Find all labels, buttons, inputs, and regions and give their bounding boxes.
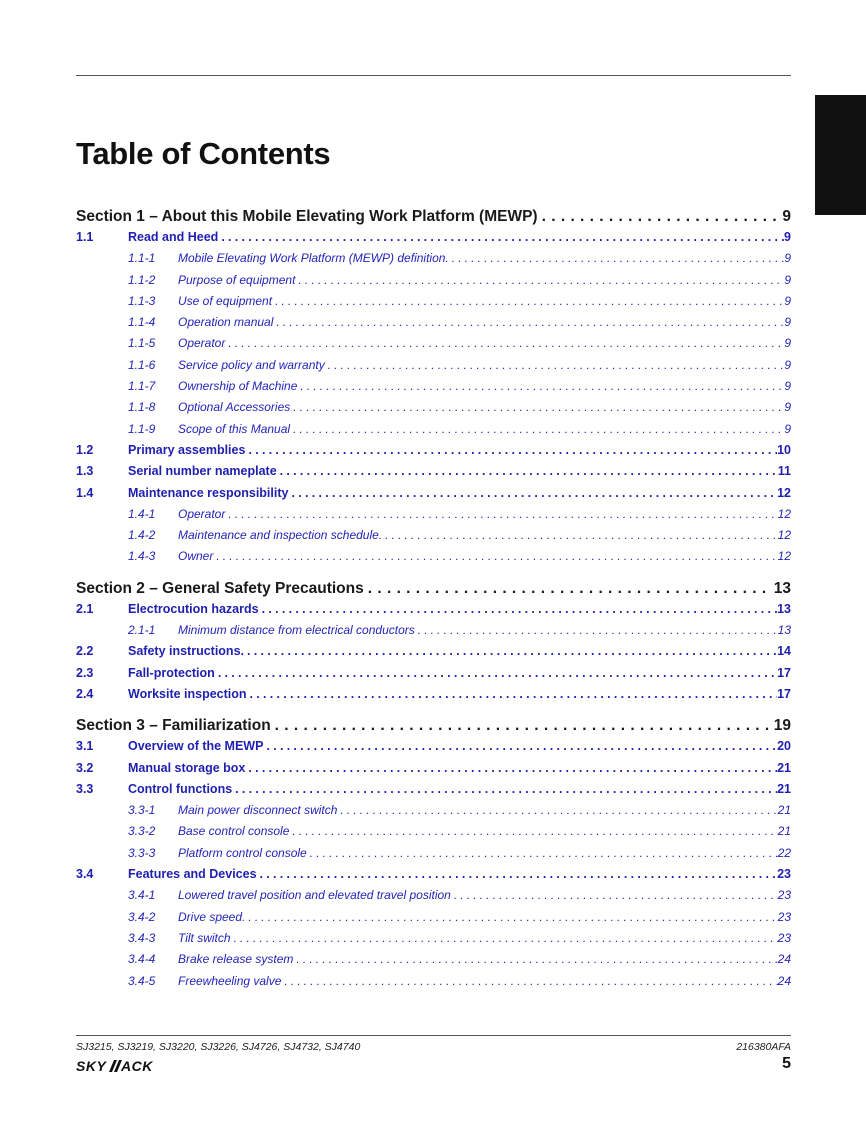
- toc-entry-title: Scope of this Manual: [178, 421, 291, 436]
- toc-entry-page: 19: [773, 717, 791, 735]
- toc-subsection-link[interactable]: [76, 227, 791, 248]
- dot-leader: [297, 376, 784, 397]
- toc-topic-link[interactable]: [76, 843, 791, 864]
- toc-entry-number: 1.1-3: [128, 293, 156, 308]
- toc-entry-number: 2.4: [76, 686, 94, 701]
- toc-entry-title: Safety instructions.: [128, 644, 244, 659]
- dot-leader: [271, 715, 772, 736]
- toc-entry-page: 21: [777, 760, 791, 775]
- toc-section-entry: [76, 206, 791, 227]
- toc-entry-title: Section 2 – General Safety Precautions: [76, 579, 364, 597]
- toc-entry-page: 9: [782, 208, 791, 225]
- toc-entry-title: Tilt switch: [178, 930, 231, 945]
- toc-entry-title: Mobile Elevating Work Platform (MEWP) definition.: [178, 251, 449, 266]
- toc-entry-title: Drive speed.: [178, 909, 246, 924]
- toc-entry-title: Worksite inspection: [128, 686, 247, 701]
- toc-topic-link[interactable]: [76, 270, 791, 291]
- toc-entry-page: 21: [777, 803, 791, 818]
- toc-entry-number: 3.3-3: [128, 845, 156, 860]
- toc-entry-title: Fall-protection: [128, 665, 215, 680]
- toc-entry-number: 1.1: [76, 230, 94, 244]
- dot-leader: [272, 291, 784, 312]
- toc-entry-page: 23: [777, 930, 791, 945]
- toc-topic-link[interactable]: [76, 821, 791, 842]
- page-title: Table of Contents: [76, 136, 331, 171]
- dot-leader: [259, 599, 778, 620]
- toc-entry-title: Section 1 – About this Mobile Elevating Work Platform (MEWP): [76, 208, 538, 225]
- toc-topic-link[interactable]: [76, 397, 791, 418]
- dot-leader: [277, 461, 778, 482]
- toc-entry-title: Control functions: [128, 781, 233, 796]
- toc-subsection-link[interactable]: [76, 641, 791, 662]
- toc-entry-number: 1.1-8: [128, 400, 156, 415]
- toc-entry-title: Platform control console: [178, 845, 307, 860]
- toc-entry-title: Section 3 – Familiarization: [76, 717, 271, 735]
- dot-leader: [289, 821, 777, 842]
- dot-leader: [247, 684, 778, 705]
- toc-entry-title: Maintenance and inspection schedule.: [178, 528, 383, 543]
- toc-entry-page: 9: [784, 230, 791, 244]
- toc-entry-title: Primary assemblies: [128, 442, 246, 457]
- dot-leader: [281, 971, 777, 992]
- toc-entry-number: 2.1: [76, 601, 94, 616]
- dot-leader: [232, 779, 777, 800]
- toc-entry-page: 12: [777, 528, 791, 543]
- toc-entry-title: Features and Devices: [128, 867, 257, 882]
- toc-entry-title: Read and Heed: [128, 230, 219, 244]
- toc-subsection-link[interactable]: [76, 736, 791, 757]
- toc-entry-page: 9: [784, 421, 791, 436]
- toc-entry-title: Freewheeling valve: [178, 973, 282, 988]
- toc-subsection-link[interactable]: [76, 483, 791, 504]
- toc-topic-link[interactable]: [76, 355, 791, 376]
- toc-entry-page: 17: [777, 686, 791, 701]
- toc-entry-title: Use of equipment: [178, 293, 273, 308]
- toc-entry-title: Electrocution hazards: [128, 601, 259, 616]
- toc-topic-link[interactable]: [76, 546, 791, 567]
- toc-entry-page: 22: [777, 845, 791, 860]
- toc-entry-page: 9: [784, 272, 791, 287]
- toc-entry-number: 1.1-7: [128, 379, 156, 394]
- dot-leader: [213, 546, 777, 567]
- toc-entry-page: 9: [784, 336, 791, 351]
- toc-entry-number: 3.2: [76, 760, 94, 775]
- toc-entry-title: Minimum distance from electrical conductors: [178, 623, 415, 638]
- toc-topic-link[interactable]: [76, 971, 791, 992]
- toc-topic-link[interactable]: [76, 504, 791, 525]
- dot-leader: [263, 736, 777, 757]
- toc-entry-number: 1.4-2: [128, 528, 156, 543]
- toc-section-entry: [76, 715, 791, 736]
- toc-entry-title: Operator: [178, 336, 226, 351]
- dot-leader: [538, 206, 781, 227]
- toc-entry-page: 21: [777, 781, 791, 796]
- toc-subsection-link[interactable]: [76, 663, 791, 684]
- dot-leader: [288, 483, 777, 504]
- toc-subsection-link[interactable]: [76, 684, 791, 705]
- toc-entry-number: 1.4-1: [128, 506, 156, 521]
- toc-entry-number: 3.4-5: [128, 973, 156, 988]
- toc-topic-link[interactable]: [76, 620, 791, 641]
- toc-subsection-link[interactable]: [76, 758, 791, 779]
- toc-entry-title: Operation manual: [178, 315, 274, 330]
- dot-leader: [245, 907, 777, 928]
- toc-entry-number: 3.4: [76, 867, 94, 882]
- toc-entry-title: Operator: [178, 506, 226, 521]
- dot-leader: [290, 397, 784, 418]
- footer-document-code: 216380AFA: [736, 1041, 791, 1053]
- toc-topic-link[interactable]: [76, 885, 791, 906]
- dot-leader: [325, 355, 785, 376]
- toc-entry-page: 13: [777, 623, 791, 638]
- toc-entry-page: 21: [777, 824, 791, 839]
- dot-leader: [273, 312, 784, 333]
- dot-leader: [451, 885, 778, 906]
- dot-leader: [449, 248, 785, 269]
- toc-entry-page: 20: [777, 739, 791, 754]
- toc-topic-link[interactable]: [76, 800, 791, 821]
- toc-section-entry: [76, 578, 791, 599]
- toc-entry-number: 3.4-2: [128, 909, 156, 924]
- toc-entry-page: 9: [784, 293, 791, 308]
- toc-entry-page: 24: [777, 952, 791, 967]
- toc-entry-number: 1.1-6: [128, 357, 156, 372]
- toc-entry-number: 1.1-1: [128, 251, 156, 266]
- toc-entry-number: 1.1-4: [128, 315, 156, 330]
- toc-topic-link[interactable]: [76, 376, 791, 397]
- toc-entry-number: 1.2: [76, 442, 94, 457]
- toc-entry-page: 9: [784, 400, 791, 415]
- toc-entry-title: Main power disconnect switch: [178, 803, 338, 818]
- dot-leader: [290, 419, 784, 440]
- dot-leader: [225, 333, 784, 354]
- svg-text:SKY: SKY: [76, 1058, 107, 1074]
- toc-entry-title: Service policy and warranty: [178, 357, 325, 372]
- toc-subsection-link[interactable]: [76, 461, 791, 482]
- toc-entry-title: Maintenance responsibility: [128, 485, 289, 500]
- toc-subsection-link[interactable]: [76, 864, 791, 885]
- toc-entry-number: 1.4-3: [128, 549, 156, 564]
- toc-entry-title: Ownership of Machine: [178, 379, 298, 394]
- dot-leader: [364, 578, 772, 599]
- toc-topic-link[interactable]: [76, 291, 791, 312]
- toc-entry-page: 12: [777, 549, 791, 564]
- dot-leader: [307, 843, 778, 864]
- dot-leader: [218, 227, 784, 248]
- dot-leader: [295, 270, 784, 291]
- toc-entry-page: 13: [773, 579, 791, 597]
- toc-entry-page: 17: [777, 665, 791, 680]
- toc-entry-number: 1.3: [76, 464, 94, 479]
- toc-entry-number: 2.3: [76, 665, 94, 680]
- toc-entry-number: 2.2: [76, 644, 94, 659]
- toc-entry-number: 1.1-2: [128, 272, 156, 287]
- toc-entry-page: 12: [777, 506, 791, 521]
- toc-entry-number: 3.4-4: [128, 952, 156, 967]
- section-tab-marker: [815, 95, 866, 215]
- toc-entry-page: 9: [784, 357, 791, 372]
- dot-leader: [257, 864, 778, 885]
- dot-leader: [415, 620, 778, 641]
- toc-entry-title: Brake release system: [178, 952, 294, 967]
- table-of-contents: [76, 206, 791, 992]
- toc-entry-number: 3.3-2: [128, 824, 156, 839]
- toc-entry-page: 14: [777, 644, 791, 659]
- dot-leader: [382, 525, 778, 546]
- toc-entry-number: 1.1-9: [128, 421, 156, 436]
- dot-leader: [245, 758, 777, 779]
- toc-subsection-link[interactable]: [76, 440, 791, 461]
- toc-entry-number: 3.3: [76, 781, 94, 796]
- toc-topic-link[interactable]: [76, 907, 791, 928]
- toc-entry-number: 2.1-1: [128, 623, 156, 638]
- toc-entry-title: Base control console: [178, 824, 290, 839]
- toc-entry-number: 1.4: [76, 485, 94, 500]
- toc-entry-number: 3.4-1: [128, 888, 156, 903]
- toc-entry-page: 11: [777, 464, 791, 479]
- toc-entry-page: 13: [777, 601, 791, 616]
- toc-topic-link[interactable]: [76, 419, 791, 440]
- toc-entry-page: 24: [777, 973, 791, 988]
- dot-leader: [337, 800, 777, 821]
- footer-rule: [76, 1035, 791, 1036]
- toc-entry-title: Overview of the MEWP: [128, 739, 264, 754]
- dot-leader: [245, 440, 777, 461]
- dot-leader: [215, 663, 777, 684]
- toc-entry-title: Optional Accessories: [178, 400, 291, 415]
- toc-entry-page: 9: [784, 251, 791, 266]
- toc-topic-link[interactable]: [76, 248, 791, 269]
- toc-entry-page: 10: [777, 442, 791, 457]
- toc-entry-number: 3.4-3: [128, 930, 156, 945]
- toc-entry-number: 3.3-1: [128, 803, 156, 818]
- toc-entry-page: 12: [777, 485, 791, 500]
- dot-leader: [231, 928, 778, 949]
- toc-entry-page: 23: [777, 909, 791, 924]
- header-rule: [76, 75, 791, 76]
- toc-topic-link[interactable]: [76, 928, 791, 949]
- toc-entry-page: 9: [784, 379, 791, 394]
- svg-text:ACK: ACK: [121, 1058, 153, 1074]
- dot-leader: [244, 641, 777, 662]
- toc-entry-title: Purpose of equipment: [178, 272, 296, 287]
- toc-entry-page: 9: [784, 315, 791, 330]
- toc-entry-title: Serial number nameplate: [128, 464, 277, 479]
- toc-entry-page: 23: [777, 888, 791, 903]
- toc-entry-title: Owner: [178, 549, 214, 564]
- toc-entry-number: 1.1-5: [128, 336, 156, 351]
- skyjack-logo: [76, 1058, 162, 1074]
- footer-model-list: SJ3215, SJ3219, SJ3220, SJ3226, SJ4726, SJ4732, SJ4740: [76, 1041, 361, 1053]
- toc-subsection-link[interactable]: [76, 779, 791, 800]
- toc-entry-page: 23: [777, 867, 791, 882]
- toc-topic-link[interactable]: [76, 525, 791, 546]
- dot-leader: [225, 504, 777, 525]
- page-number: 5: [782, 1055, 791, 1072]
- toc-topic-link[interactable]: [76, 333, 791, 354]
- toc-entry-title: Manual storage box: [128, 760, 246, 775]
- dot-leader: [293, 949, 777, 970]
- toc-entry-title: Lowered travel position and elevated travel position: [178, 888, 451, 903]
- toc-entry-number: 3.1: [76, 739, 94, 754]
- toc-subsection-link[interactable]: [76, 599, 791, 620]
- toc-topic-link[interactable]: [76, 312, 791, 333]
- toc-topic-link[interactable]: [76, 949, 791, 970]
